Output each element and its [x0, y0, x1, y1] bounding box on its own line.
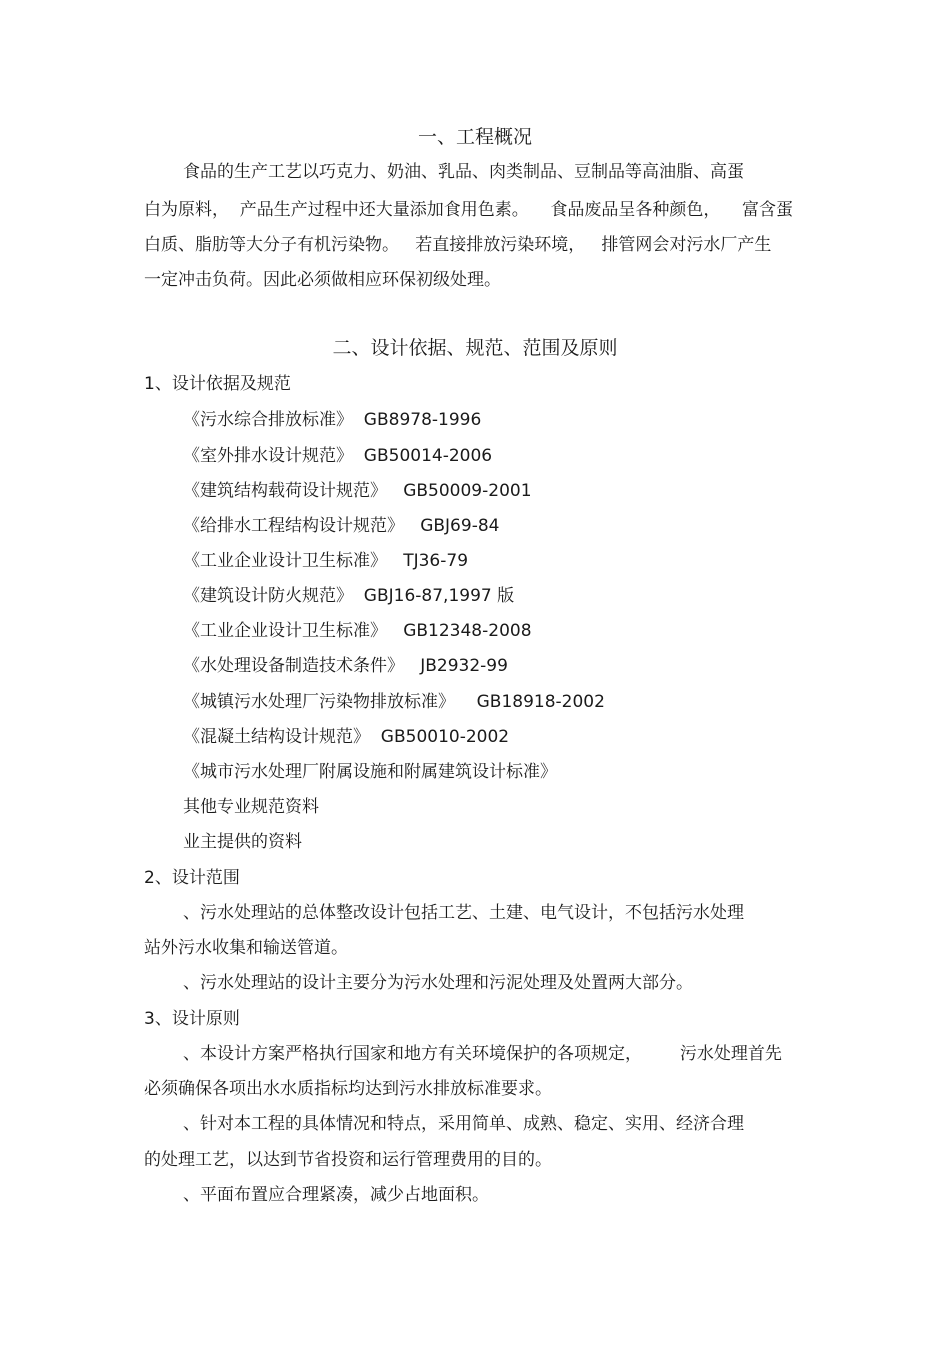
section2-title: 二、设计依据、规范、范围及原则 — [332, 337, 618, 359]
scope-line: 站外污水收集和输送管道。 — [144, 938, 348, 958]
section1-para-line: 白质、脂肪等大分子有机污染物。 若直接排放污染环境， 排管网会对污水厂产生 — [144, 235, 772, 255]
principle-line: 的处理工艺，以达到节省投资和运行管理费用的目的。 — [144, 1150, 552, 1170]
principle-line: 必须确保各项出水水质指标均达到污水排放标准要求。 — [144, 1079, 552, 1099]
standard-item: 《建筑设计防火规范》 GBJ16-87,1997 版 — [183, 586, 515, 606]
sub2-heading: 2、设计范围 — [144, 868, 240, 888]
standard-item: 《室外排水设计规范》 GB50014-2006 — [183, 446, 493, 466]
standard-item: 《城市污水处理厂附属设施和附属建筑设计标准》 — [183, 762, 557, 782]
section1-para-line: 白为原料， 产品生产过程中还大量添加食用色素。 食品废品呈各种颜色， 富含蛋 — [144, 200, 794, 220]
standard-item: 《给排水工程结构设计规范》 GBJ69-84 — [183, 516, 500, 536]
section1-para-line: 一定冲击负荷。因此必须做相应环保初级处理。 — [144, 270, 501, 290]
standard-item: 业主提供的资料 — [183, 832, 302, 852]
section1-para-line: 食品的生产工艺以巧克力、奶油、乳品、肉类制品、豆制品等高油脂、高蛋 — [183, 162, 744, 182]
scope-line: 、污水处理站的设计主要分为污水处理和污泥处理及处置两大部分。 — [183, 973, 693, 993]
principle-line: 、本设计方案严格执行国家和地方有关环境保护的各项规定， 污水处理首先 — [183, 1044, 782, 1064]
standard-item: 《水处理设备制造技术条件》 JB2932-99 — [183, 656, 508, 676]
sub3-heading: 3、设计原则 — [144, 1009, 240, 1029]
standard-item: 《混凝土结构设计规范》 GB50010-2002 — [183, 727, 510, 747]
standard-item: 《城镇污水处理厂污染物排放标准》 GB18918-2002 — [183, 692, 605, 712]
principle-line: 、平面布置应合理紧凑，减少占地面积。 — [183, 1185, 489, 1205]
standard-item: 《工业企业设计卫生标准》 GB12348-2008 — [183, 621, 532, 641]
standard-item: 《污水综合排放标准》 GB8978-1996 — [183, 410, 482, 430]
principle-line: 、针对本工程的具体情况和特点，采用简单、成熟、稳定、实用、经济合理 — [183, 1114, 744, 1134]
sub1-heading: 1、设计依据及规范 — [144, 374, 291, 394]
section1-title: 一、工程概况 — [417, 126, 532, 148]
standard-item: 《建筑结构载荷设计规范》 GB50009-2001 — [183, 481, 532, 501]
scope-line: 、污水处理站的总体整改设计包括工艺、土建、电气设计，不包括污水处理 — [183, 903, 744, 923]
standard-item: 《工业企业设计卫生标准》 TJ36-79 — [183, 551, 469, 571]
standard-item: 其他专业规范资料 — [183, 797, 319, 817]
